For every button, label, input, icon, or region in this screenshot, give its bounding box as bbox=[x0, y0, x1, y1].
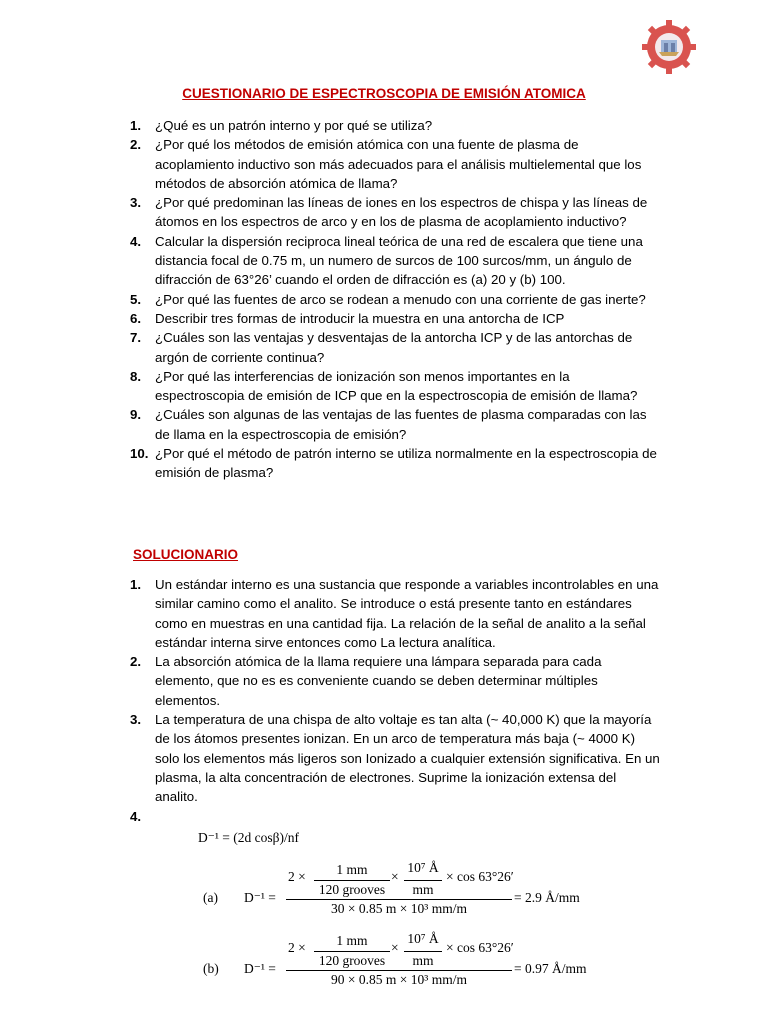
question-list bbox=[130, 116, 660, 483]
item-number: 6. bbox=[130, 310, 142, 326]
item-number: 4. bbox=[130, 808, 142, 824]
formula-b-f1-bar bbox=[314, 951, 390, 952]
formula-a-num-prefix: 2 × bbox=[288, 869, 306, 884]
list-item bbox=[130, 652, 660, 710]
formula-b-num-prefix: 2 × bbox=[288, 940, 306, 955]
item-text: ¿Por qué los métodos de emisión atómica con una fuente de plasma de acoplamiento inductivo son más adecuados para el análisis multielemental que los métodos de absorción atómica de llama? bbox=[155, 137, 642, 191]
item-text: ¿Por qué las fuentes de arco se rodean a menudo con una corriente de gas inerte? bbox=[155, 291, 646, 307]
formula-a-times: × bbox=[391, 869, 399, 884]
item-number: 4. bbox=[130, 233, 142, 249]
item-text: ¿Por qué las interferencias de ionización son menos importantes en la espectroscopia de emisión de ICP que en la espectroscopia de emisión de llama? bbox=[155, 368, 638, 404]
item-number: 2. bbox=[130, 137, 142, 153]
item-text: ¿Por qué predominan las líneas de iones en los espectros de chispa y las líneas de átomos en los espectros de arco y en los de plasma de acoplamiento inductivo? bbox=[155, 195, 648, 230]
list-item bbox=[130, 232, 660, 290]
formula-b-f2-num: 10⁷ Å bbox=[407, 931, 439, 946]
item-text: ¿Cuáles son algunas de las ventajas de las fuentes de plasma comparadas con las de llama en la espectroscopia de emisión? bbox=[155, 407, 647, 442]
list-item bbox=[130, 309, 660, 328]
solution-heading: SOLUCIONARIO bbox=[133, 547, 239, 562]
formula-a-lhs: D⁻¹ = bbox=[244, 890, 276, 905]
formula-a-main-bar bbox=[286, 899, 512, 900]
formula-b-lhs: D⁻¹ = bbox=[244, 961, 276, 976]
formula-a-f1-den: 120 grooves bbox=[318, 882, 386, 897]
list-item bbox=[130, 116, 660, 135]
formula-b-times: × bbox=[391, 940, 399, 955]
item-number: 1. bbox=[130, 118, 142, 133]
item-number: 5. bbox=[130, 291, 142, 307]
formula-a-label: (a) bbox=[203, 890, 218, 905]
list-item bbox=[130, 135, 660, 193]
item-text: La temperatura de una chispa de alto voltaje es tan alta (~ 40,000 K) que la mayoría de los átomos presentes ionizan. En un arco de temperatura más baja (~ 4000 K) solo los elementos más ligeros son Ionizado a cualquier extensión significativa. En un plasma, la alta concentración de electrones. Suprime la ionización extensa del analito. bbox=[155, 712, 660, 805]
university-seal-logo bbox=[640, 18, 698, 76]
item-number: 1. bbox=[130, 577, 142, 592]
item-text: Describir tres formas de introducir la muestra en una antorcha de ICP bbox=[155, 310, 565, 326]
item-number: 2. bbox=[130, 654, 142, 670]
item-number: 8. bbox=[130, 368, 142, 384]
list-item bbox=[130, 290, 660, 309]
formula-b-denominator: 90 × 0.85 m × 10³ mm/m bbox=[331, 972, 467, 987]
list-item bbox=[130, 193, 660, 232]
formula-b-cos: × cos 63°26′ bbox=[446, 940, 514, 955]
formula-b-result: = 0.97 Å/mm bbox=[514, 961, 587, 976]
item-text: ¿Por qué el método de patrón interno se utiliza normalmente en la espectroscopia de emisión de plasma? bbox=[155, 446, 657, 481]
formula-b-f2-den: mm bbox=[412, 953, 434, 968]
item-text: La absorción atómica de la llama requiere una lámpara separada para cada elemento, que no es es conveniente cuando se deben determinar múltiples elementos. bbox=[155, 654, 602, 708]
list-item bbox=[130, 405, 660, 444]
item-text: Un estándar interno es una sustancia que responde a variables incontrolables en una similar camino como el analito. Se introduce o está presente tanto en estándares como en muestras en una cantidad fija. La relación de la señal de analito a la señal estándar interna sirve entonces como La lectura analítica. bbox=[155, 577, 659, 650]
formula-b-f1-den: 120 grooves bbox=[318, 953, 386, 968]
formula-b-f2-bar bbox=[404, 951, 442, 952]
formula-a-f2-den: mm bbox=[412, 882, 434, 897]
item-number: 3. bbox=[130, 195, 142, 211]
formula-a-f2-num: 10⁷ Å bbox=[407, 860, 439, 875]
item-number: 3. bbox=[130, 712, 142, 728]
formula-general: D⁻¹ = (2d cosβ)/nf bbox=[198, 830, 300, 845]
formula-a-f2-bar bbox=[404, 880, 442, 881]
list-item bbox=[130, 575, 660, 652]
item-number: 9. bbox=[130, 407, 142, 423]
document-title: CUESTIONARIO DE ESPECTROSCOPIA DE EMISIÓN ATOMICA bbox=[182, 86, 586, 101]
formula-b-f1-num: 1 mm bbox=[336, 933, 368, 948]
answer-list bbox=[130, 575, 660, 824]
list-item bbox=[130, 328, 660, 367]
item-number: 7. bbox=[130, 330, 142, 346]
formula-a-f1-num: 1 mm bbox=[336, 862, 368, 877]
formula-a-denominator: 30 × 0.85 m × 10³ mm/m bbox=[331, 901, 467, 916]
list-item bbox=[130, 444, 660, 483]
formula-a-f1-bar bbox=[314, 880, 390, 881]
list-item bbox=[130, 367, 660, 406]
formula-b-main-bar bbox=[286, 970, 512, 971]
item-number: 10. bbox=[130, 446, 149, 462]
formula-a-result: = 2.9 Å/mm bbox=[514, 890, 580, 905]
item-text: ¿Qué es un patrón interno y por qué se utiliza? bbox=[155, 118, 433, 133]
formula-a-cos: × cos 63°26′ bbox=[446, 869, 514, 884]
formula-b-label: (b) bbox=[203, 961, 219, 976]
list-item bbox=[130, 710, 660, 806]
item-text: Calcular la dispersión reciproca lineal teórica de una red de escalera que tiene una distancia focal de 0.75 m, un numero de surcos de 100 surcos/mm, un ángulo de difracción de 63°26’ cuando el orden de difracción es (a) 20 y (b) 100. bbox=[155, 233, 643, 288]
item-text: ¿Cuáles son las ventajas y desventajas de la antorcha ICP y de las antorchas de argón de corriente continua? bbox=[155, 330, 633, 365]
